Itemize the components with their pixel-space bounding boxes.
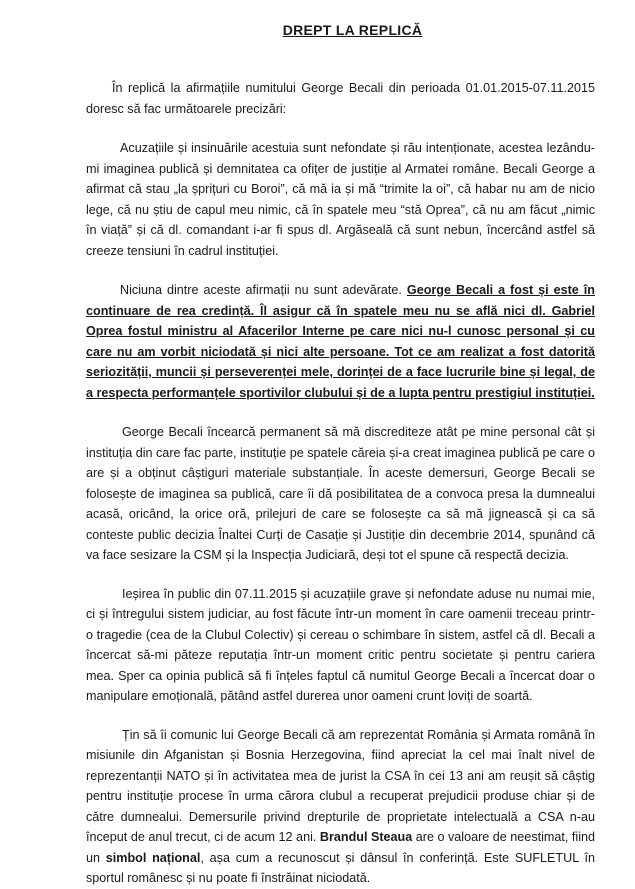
paragraph-representation xyxy=(86,725,595,889)
paragraph-accusations: Acuzațiile și insinuările acestuia sunt nefondate și rău intenționate, acestea lezându-mi imaginea publică și demnitatea ca ofițer de justiție al Armatei române. Becali George a afirmat că stau „la șprițuri cu Boroi”, că mă ia și mă “trimite la oi”, că habar nu am de nicio lege, că nu știu de capul meu nimic, că în spatele meu “stă Oprea”, că nu am făcut „nimic în viață” și că dl. comandant i-ar fi spus dl. Argăseală că sunt nebun, încercând astfel să creeze tensiuni în cadrul instituției. xyxy=(86,141,595,258)
document-title: DREPT LA REPLICĂ xyxy=(282,22,423,38)
representation-text-c: are o valoare de neestimat, fiind un xyxy=(86,830,596,865)
paragraph-public-appearance: Ieșirea în public din 07.11.2015 și acuzațiile grave și nefondate aduse nu numai mie, ci și întregului sistem judiciar, au fost făcute într-un moment în care oamenii treceau printr-o tragedie (cea de la Clubul Colectiv) și cereau o schimbare în sistem, astfel că dl. Becali a încercat să-mi păteze reputația într-un moment critic pentru societate și pentru cariera mea. Sper ca opinia publică să fi înțeles faptul că numitul George Becali a încercat doar o manipulare emoțională, pătând astfel durerea unor oameni crunt loviți de soartă. xyxy=(86,586,595,703)
denial-emphasis-text: George Becali a fost și este în continuare de rea credință. Îl asigur că în spatele meu nu se află nici dl. Gabriel Oprea fostul ministru al Afacerilor Interne pe care nici nu-l cunosc personal și cu care nu am vorbit niciodată și nici alte persoane. Tot ce am realizat a fost datorită seriozității, muncii și perseverenței mele, dorinței de a face lucrurile bine și legal, de a respecta performanțele sportivilor clubului și de a lupta pentru prestigiul instituției. xyxy=(86,283,595,400)
representation-text-a: Țin să îi comunic lui George Becali că am reprezentat România și Armata română în misiunile din Afganistan și Bosnia Herzegovina, fiind apreciat la cel mai înalt nivel de reprezentanții NATO și în activitatea mea de jurist la CSA în cei 13 ani am reușit să câștig pentru instituție procese în urma cărora clubul a recuperat prejudicii produse chiar și de către dumnealui. Demersurile privind drepturile de proprietate intelectuală a CSA n-au început de anul trecut, ci de acum 12 ani. xyxy=(86,727,595,844)
document-page xyxy=(0,22,635,885)
paragraph-intro: În replică la afirmațiile numitului George Becali din perioada 01.01.2015-07.11.2015 doresc să fac următoarele precizări: xyxy=(86,81,595,116)
paragraph-denial xyxy=(86,280,595,403)
national-symbol-text: simbol național xyxy=(105,850,201,865)
brand-steaua-text: Brandul Steaua xyxy=(319,830,413,844)
denial-lead-text: Niciuna dintre aceste afirmații nu sunt adevărate. xyxy=(120,283,407,297)
representation-text-d: , așa cum a recunoscut și dânsul în conferință. Este SUFLETUL în sportul românesc și nu poate fi înstrăinat niciodată. xyxy=(86,850,595,885)
paragraph-discredit: George Becali încearcă permanent să mă discrediteze atât pe mine personal cât și instituția din care fac parte, instituție pe spatele căreia și-a creat imaginea publică pe care o are și a obținut câștiguri materiale substanțiale. În aceste demersuri, George Becali se folosește de imaginea sa publică, care îi dă posibilitatea de a convoca presa la dumnealui acasă, oricând, la orice oră, prilejuri de care se folosește ca să mă jignească și ca să conteste public decizia Înaltei Curți de Casație și Justiție din decembrie 2014, spunând că va face sesizare la CSM și la Inspecția Judiciară, deși tot el spune că respectă decizia. xyxy=(86,425,595,562)
